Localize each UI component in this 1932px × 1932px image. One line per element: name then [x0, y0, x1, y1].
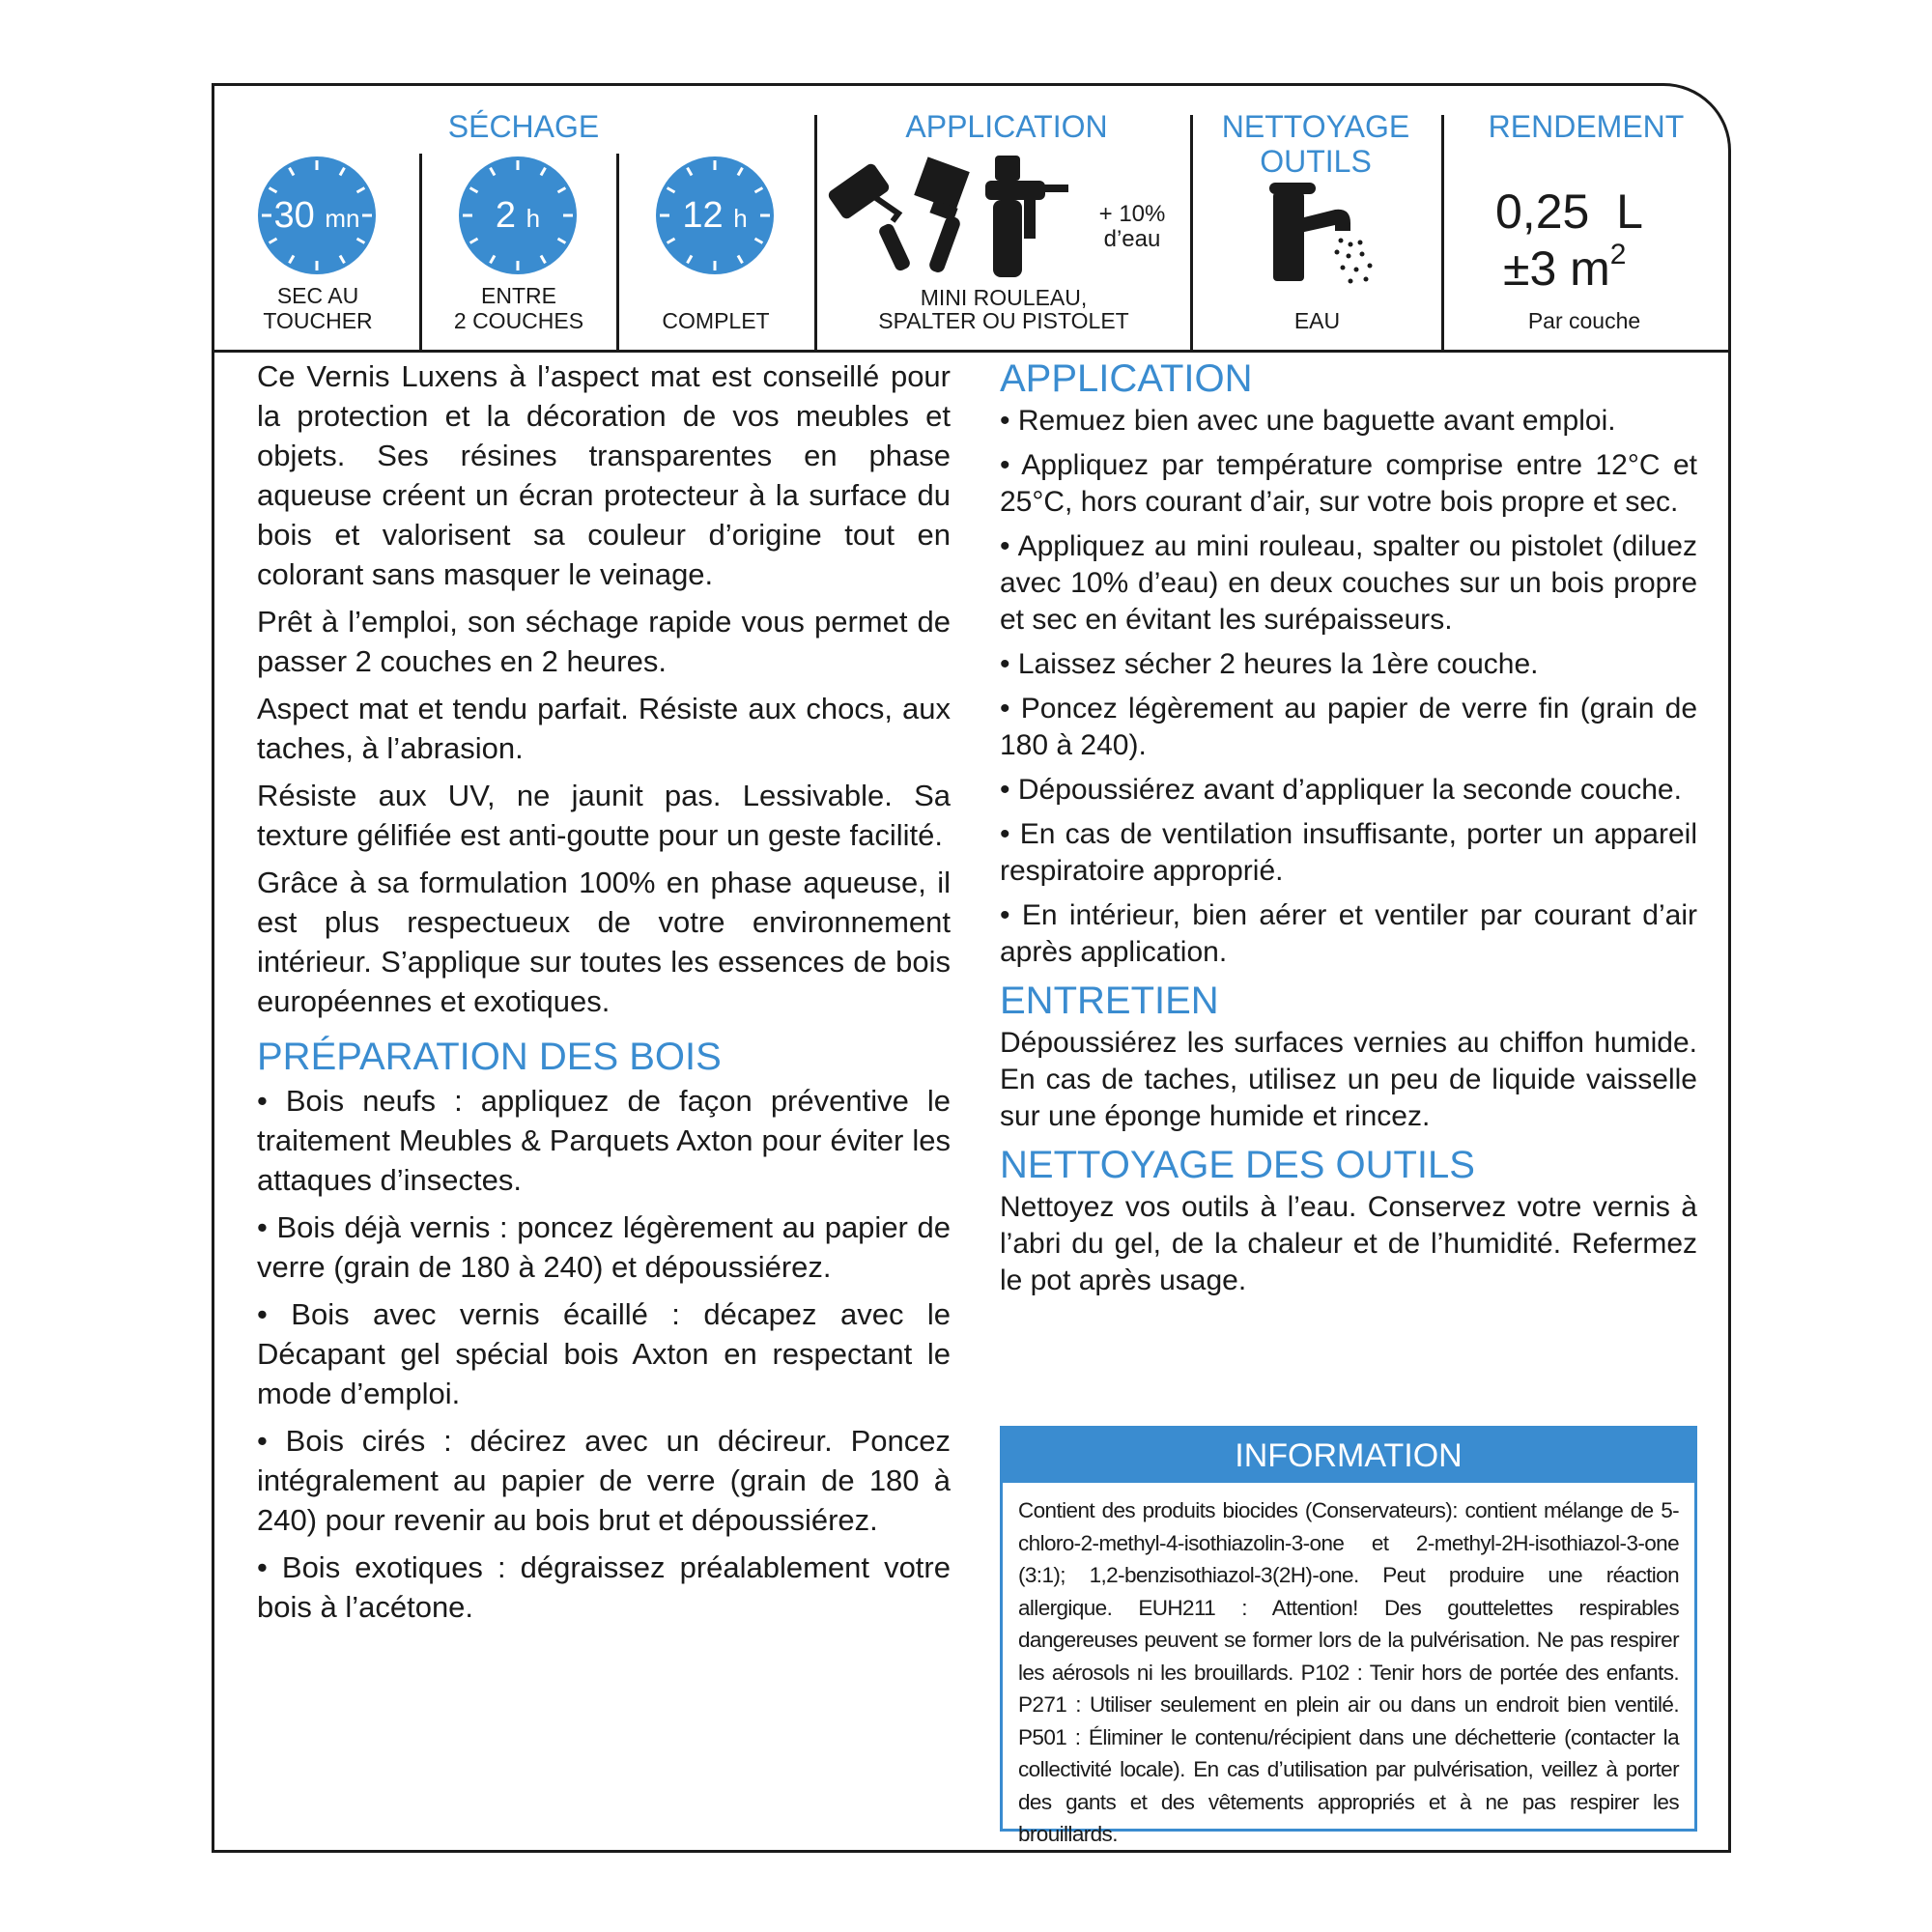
information-text: Contient des produits biocides (Conservateurs): contient mélange de 5-chloro-2-methyl-4-isothiazolin-3-one et 2-methyl-2H-isothiazol-3-one (3:1); 1,2-benzisothiazol-3(2H)-one. Peut produire une réaction allergique. EUH211 : Attention! Des gouttelettes respirables dangereuses peuvent se former lors de la pulvérisation. Ne pas respirer les aérosols ni les brouillards. P102 : Tenir hors de portée des enfants. P271 : Utiliser seulement en plein air ou dans un endroit bien ventilé. P501 : Éliminer le contenu/récipient dans une déchetterie (contacter la collectivité locale). En cas d’utilisation par pulvérisation, veillez à porter des gants et des vêtements appropriés et à ne pas respirer les brouillards. — [1018, 1498, 1679, 1846]
clock-value: 30 — [273, 195, 315, 236]
clock-caption-line1: SEC AU — [276, 283, 359, 308]
rendement-area: ±3 $m^2$ — [1503, 239, 1627, 296]
product-label — [212, 83, 1731, 1853]
prep-title: PRÉPARATION DES BOIS — [257, 1036, 722, 1078]
application-title: APPLICATION — [905, 109, 1108, 144]
clock-unit: h — [526, 204, 541, 233]
clock-value: 2 — [495, 195, 517, 236]
clock-caption-line2: TOUCHER — [263, 308, 373, 333]
list-item: • Remuez bien avec une baguette avant emploi. — [1000, 405, 1616, 437]
intro-paragraph: Prêt à l’emploi, son séchage rapide vous permet de passer 2 couches en 2 heures. — [257, 605, 951, 678]
application-caption-line2: SPALTER OU PISTOLET — [878, 308, 1129, 333]
clock-caption-line2: 2 COUCHES — [453, 308, 584, 333]
tools-icon — [823, 146, 1113, 281]
intro-paragraph: Résiste aux UV, ne jaunit pas. Lessivable. Sa texture gélifiée est anti-goutte pour un geste facilité. — [257, 779, 951, 852]
list-item: • Laissez sécher 2 heures la 1ère couche. — [1000, 648, 1539, 680]
clock-icon-30mn — [258, 156, 376, 274]
faucet-icon — [1258, 181, 1383, 292]
list-item: • Appliquez au mini rouleau, spalter ou pistolet (diluez avec 10% d’eau) en deux couches sur un bois propre et sec en évitant les surépaisseurs. — [1000, 530, 1697, 636]
list-item: • En intérieur, bien aérer et ventiler par courant d’air après application. — [1000, 899, 1697, 968]
header-band — [214, 86, 1728, 353]
entretien-text: Dépoussiérez les surfaces vernies au chiffon humide. En cas de taches, utilisez un peu de liquide vaisselle sur une éponge humide et rincez. — [1000, 1027, 1697, 1132]
clock-icon-2h — [459, 156, 577, 274]
nettoyage-title-line2: OUTILS — [1260, 144, 1372, 179]
rendement-title: RENDEMENT — [1488, 109, 1685, 144]
rendement-volume: 0,25 L — [1495, 185, 1643, 239]
rendement-caption: Par couche — [1527, 308, 1641, 333]
list-item: • Bois avec vernis écaillé : décapez avec le Décapant gel spécial bois Axton en respectant le mode d’emploi. — [257, 1297, 951, 1410]
nettoyage-section-title: NETTOYAGE DES OUTILS — [1000, 1144, 1475, 1186]
nettoyage-caption: EAU — [1293, 308, 1341, 333]
water-ratio-unit: d’eau — [1103, 226, 1161, 252]
right-column — [1000, 356, 1697, 1307]
clock-value: 12 — [682, 195, 724, 236]
left-column — [257, 356, 951, 1634]
entretien-title: ENTRETIEN — [1000, 980, 1219, 1022]
nettoyage-text: Nettoyez vos outils à l’eau. Conservez votre vernis à l’abri du gel, de la chaleur et de l’humidité. Refermez le pot après usage. — [1000, 1191, 1697, 1296]
list-item: • Bois neufs : appliquez de façon préventive le traitement Meubles & Parquets Axton pour éviter les attaques d’insectes. — [257, 1084, 951, 1197]
clock-caption-line1: ENTRE — [481, 283, 556, 308]
intro-paragraph: Grâce à sa formulation 100% en phase aqueuse, il est plus respectueux de votre environnement intérieur. S’applique sur toutes les essences de bois européennes et exotiques. — [257, 866, 951, 1018]
intro-paragraph: Aspect mat et tendu parfait. Résiste aux chocs, aux taches, à l’abrasion. — [257, 692, 951, 765]
list-item: • Poncez légèrement au papier de verre fin (grain de 180 à 240). — [1000, 693, 1697, 761]
clock-unit: mn — [325, 204, 360, 233]
list-item: • Bois exotiques : dégraissez préalablement votre bois à l’acétone. — [257, 1550, 951, 1624]
information-box — [1000, 1426, 1697, 1846]
information-title: INFORMATION — [1003, 1429, 1694, 1483]
clock-icon-12h — [656, 156, 774, 274]
clock-unit: h — [733, 204, 748, 233]
nettoyage-title-line1: NETTOYAGE — [1221, 109, 1410, 144]
application-caption-line1: MINI ROULEAU, — [920, 285, 1088, 310]
application-section-title: APPLICATION — [1000, 357, 1253, 400]
list-item: • En cas de ventilation insuffisante, porter un appareil respiratoire approprié. — [1000, 818, 1697, 887]
list-item: • Bois cirés : décirez avec un décireur. Poncez intégralement au papier de verre (grain de 180 à 240) pour revenir au bois brut et dépoussiérez. — [257, 1424, 951, 1537]
intro-paragraph: Ce Vernis Luxens à l’aspect mat est conseillé pour la protection et la décoration de vos meubles et objets. Ses résines transparentes en phase aqueuse créent un écran protecteur à la surface du bois et valorisent sa couleur d’origine tout en colorant sans masquer le veinage. — [257, 359, 951, 591]
list-item: • Dépoussiérez avant d’appliquer la seconde couche. — [1000, 774, 1682, 806]
water-ratio: + 10% — [1098, 201, 1166, 227]
list-item: • Bois déjà vernis : poncez légèrement au papier de verre (grain de 180 à 240) et dépoussiérez. — [257, 1210, 951, 1284]
clock-caption: COMPLET — [662, 308, 770, 333]
sechage-title: SÉCHAGE — [447, 109, 600, 144]
list-item: • Appliquez par température comprise entre 12°C et 25°C, hors courant d’air, sur votre bois propre et sec. — [1000, 449, 1697, 518]
